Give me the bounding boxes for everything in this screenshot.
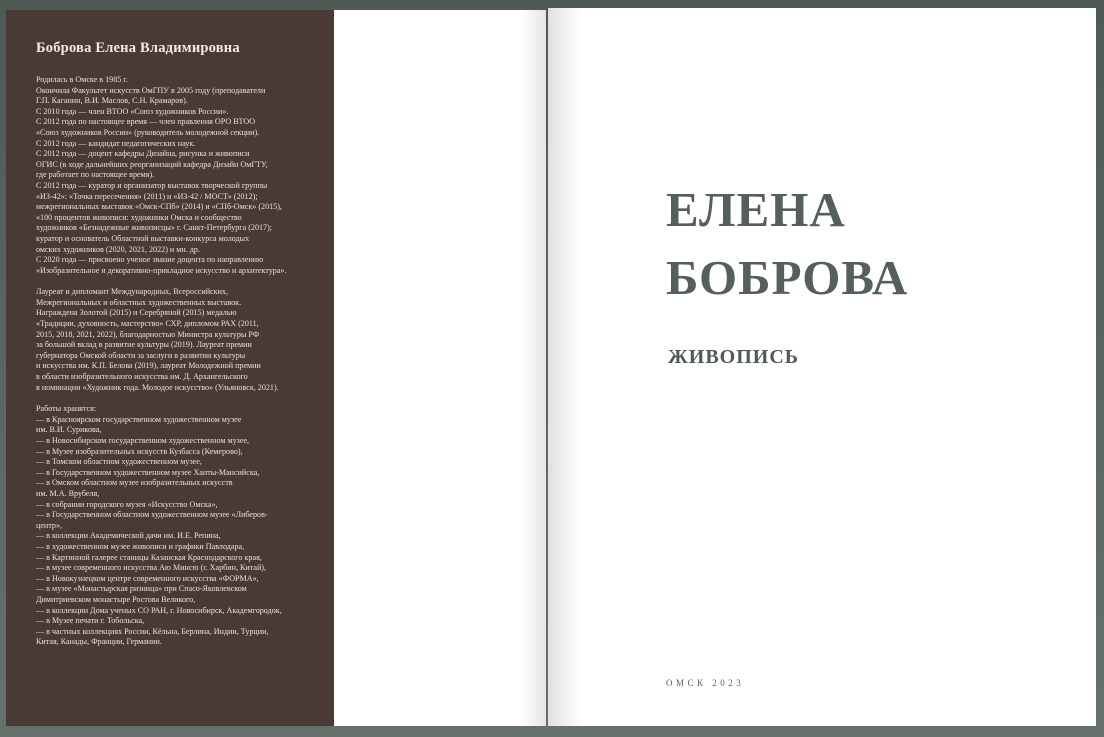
bio-line: где работает по настоящее время). [36, 170, 155, 180]
awards-line: Межрегиональных и областных художественных выставок. [36, 297, 242, 307]
bio-line: С 2012 года — куратор и организатор выставок творческой группы [36, 180, 268, 190]
collection-line: — в Новокузнецком центре современного искусства «ФОРМА», [36, 573, 259, 583]
collection-line: — в коллекции Дома ученых СО РАН, г. Новосибирск, Академгородок, [36, 605, 282, 615]
awards-line: в области изобразительного искусства им. Д. Архангельского [36, 372, 248, 382]
left-page [6, 10, 546, 726]
section-spacer [36, 276, 320, 287]
awards-line: Награждена Золотой (2015) и Серебряной (2015) медалью [36, 308, 237, 318]
bio-line: С 2020 года — присвоено ученое звание доцента по направлению [36, 255, 264, 265]
bio-line: «100 процентов живописи: художники Омска и сообщество [36, 212, 242, 222]
collection-line: им. М.А. Врубеля, [36, 488, 100, 498]
collection-line: центр», [36, 520, 63, 530]
bio-line: куратор и основатель Областной выставки-конкурса молодых [36, 233, 250, 243]
collection-line: — в Картинной галерее станицы Казанская Краснодарского края, [36, 552, 262, 562]
bio-line: «ИЗ-42»: «Точка пересечения» (2011) и «ИЗ-42 / МОСТ» (2012); [36, 191, 258, 201]
bio-line: С 2012 года по настоящее время — член правления ОРО ВТОО [36, 117, 256, 127]
collection-line: — в Омском областном музее изобразительных искусств [36, 478, 233, 488]
bio-line: «Изобразительное и декоративно-прикладное искусство и архитектура». [36, 265, 287, 275]
collection-line: — в коллекции Академической дачи им. И.Е. Репина, [36, 531, 221, 541]
collection-line: — в Музее печати г. Тобольска, [36, 616, 145, 626]
bio-line: Г.П. Каганин, В.И. Маслов, С.Н. Крамаров). [36, 96, 188, 106]
bio-line: ОГИС (в ходе дальнейших реорганизаций кафедра Дизайн ОмГТУ, [36, 159, 268, 169]
awards-line: Лауреат и дипломант Международных, Всероссийских, [36, 287, 228, 297]
collection-line: — в Музее изобразительных искусств Кузбасса (Кемерово), [36, 446, 243, 456]
collection-line: Китая, Канады, Франции, Германии. [36, 637, 162, 647]
biography-text [36, 75, 320, 276]
collection-line: — в Томском областном художественном музее, [36, 457, 202, 467]
awards-line: губернатора Омской области за заслуги в развитии культуры [36, 350, 246, 360]
artist-full-name: Боброва Елена Владимировна [36, 40, 240, 56]
collection-line: — в Новосибирском государственном художественном музее, [36, 436, 250, 445]
collection-line: Димитриевском монастыре Ростова Великого, [36, 594, 196, 604]
bio-line: С 2012 года — кандидат педагогических наук. [36, 138, 196, 148]
bio-line: Родилась в Омске в 1985 г. [36, 75, 128, 84]
bio-line: художников «Безнадежные живописцы» г. Санкт-Петербурга (2017); [36, 223, 273, 233]
publication-imprint: ОМСК 2023 [666, 678, 745, 688]
collection-line: Работы хранятся: [36, 404, 97, 414]
collection-line: — в художественном музее живописи и графики Павлодара, [36, 541, 245, 551]
awards-line: в номинации «Художник года. Молодое искусство» (Ульяновск, 2021). [36, 382, 279, 392]
biography-panel [6, 10, 334, 726]
bio-line: Окончила Факультет искусств ОмГПУ в 2005 году (преподаватели [36, 85, 266, 95]
collection-line: им. В.И. Сурикова, [36, 425, 102, 435]
awards-line: и искусства им. К.П. Белова (2019), лауреат Молодежной премии [36, 361, 261, 371]
collection-line: — в Государственном художественном музее Ханты-Мансийска, [36, 467, 260, 477]
collection-line: — в музее «Монастырская ризница» при Спасо-Яковлевском [36, 584, 247, 594]
collection-line: — в собрании городского музея «Искусство Омска», [36, 499, 218, 509]
awards-line: «Традиции, духовность, мастерство» СХР, дипломом РАХ (2011, [36, 319, 259, 329]
bio-line: «Союз художников России» (руководитель молодежной секции). [36, 127, 260, 137]
awards-line: 2015, 2018, 2021, 2022), благодарностью Министра культуры РФ [36, 329, 260, 339]
title-last-name: БОБРОВА [666, 250, 909, 305]
bio-line: С 2010 года — член ВТОО «Союз художников России». [36, 106, 229, 116]
book-subtitle: ЖИВОПИСЬ [668, 346, 800, 368]
collection-line: — в Государственном областном художественном музее «Либеров- [36, 510, 268, 520]
collection-line: — в частных коллекциях России, Кёльна, Берлина, Индии, Турции, [36, 626, 269, 636]
bio-line: С 2012 года — доцент кафедры Дизайна, рисунка и живописи [36, 149, 250, 159]
collection-line: — в Красноярском государственном художественном музее [36, 414, 242, 424]
section-spacer [36, 393, 320, 404]
collection-line: — в музее современного искусства Аю Минсю (г. Харбин, Китай), [36, 563, 266, 573]
bio-line: омских художников (2020, 2021, 2022) и мн. др. [36, 244, 200, 254]
awards-text [36, 287, 320, 393]
title-first-name: ЕЛЕНА [666, 182, 846, 237]
right-page [548, 8, 1096, 726]
awards-line: за большой вклад в развитие культуры (2019). Лауреат премии [36, 340, 252, 350]
collections-list [36, 404, 320, 648]
bio-line: межрегиональных выставок «Омск-СПб» (2014) и «СПб-Омск» (2015), [36, 202, 282, 212]
